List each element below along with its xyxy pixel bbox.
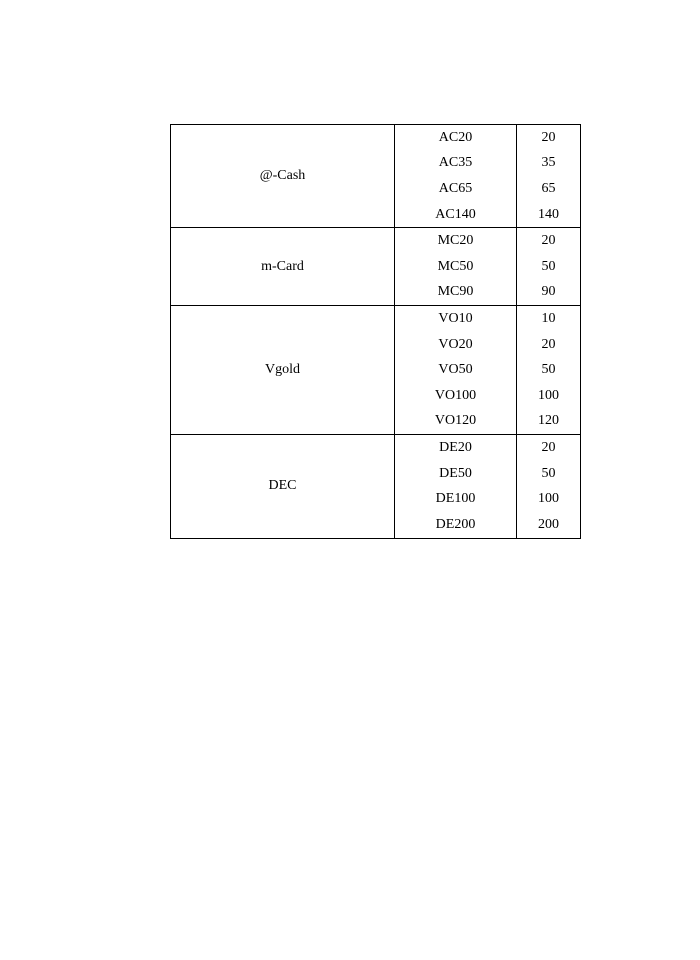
table-row	[171, 435, 581, 461]
provider-cell: Vgold	[171, 306, 395, 435]
amount-cell: 10	[517, 306, 581, 332]
amount-cell: 120	[517, 409, 581, 435]
amount-cell: 100	[517, 383, 581, 409]
amount-cell: 90	[517, 280, 581, 306]
table-row	[171, 228, 581, 254]
product-code-cell: DE200	[395, 512, 517, 538]
table-row	[171, 306, 581, 332]
amount-cell: 35	[517, 151, 581, 177]
product-code-cell: DE50	[395, 461, 517, 487]
product-code-cell: VO100	[395, 383, 517, 409]
amount-cell: 20	[517, 228, 581, 254]
amount-cell: 100	[517, 486, 581, 512]
amount-cell: 140	[517, 202, 581, 228]
amount-cell: 200	[517, 512, 581, 538]
product-code-cell: AC20	[395, 125, 517, 151]
product-code-cell: AC140	[395, 202, 517, 228]
product-code-cell: MC50	[395, 254, 517, 280]
product-code-table	[170, 124, 581, 539]
product-code-cell: MC90	[395, 280, 517, 306]
product-code-cell: MC20	[395, 228, 517, 254]
product-code-cell: DE20	[395, 435, 517, 461]
amount-cell: 65	[517, 176, 581, 202]
amount-cell: 20	[517, 332, 581, 358]
amount-cell: 50	[517, 461, 581, 487]
table-row	[171, 125, 581, 151]
provider-cell: @-Cash	[171, 125, 395, 228]
provider-cell: m-Card	[171, 228, 395, 306]
amount-cell: 20	[517, 125, 581, 151]
amount-cell: 20	[517, 435, 581, 461]
amount-cell: 50	[517, 357, 581, 383]
product-code-cell: VO20	[395, 332, 517, 358]
product-code-cell: VO10	[395, 306, 517, 332]
product-code-cell: AC35	[395, 151, 517, 177]
provider-cell: DEC	[171, 435, 395, 538]
amount-cell: 50	[517, 254, 581, 280]
product-code-cell: VO120	[395, 409, 517, 435]
product-code-cell: VO50	[395, 357, 517, 383]
product-code-cell: AC65	[395, 176, 517, 202]
product-code-cell: DE100	[395, 486, 517, 512]
table-body	[171, 125, 581, 539]
